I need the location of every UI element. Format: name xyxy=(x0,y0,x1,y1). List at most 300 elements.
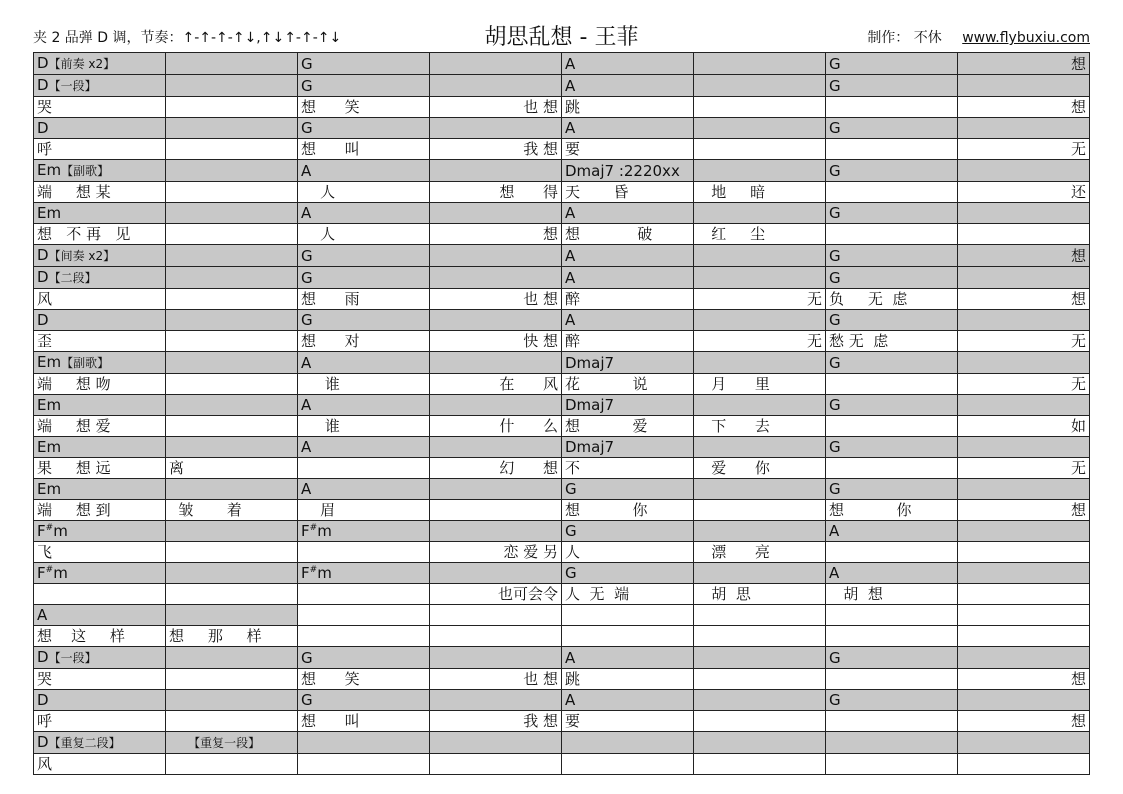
chord-cell: Dmaj7 xyxy=(562,352,694,374)
chord-row xyxy=(34,690,1090,711)
chord-cell xyxy=(694,118,826,139)
chord-cell: G xyxy=(826,437,958,458)
chord-cell xyxy=(694,203,826,224)
chord-cell: A xyxy=(562,118,694,139)
chord-cell: F#m xyxy=(34,563,166,584)
lyric-cell xyxy=(694,754,826,775)
lyric-cell xyxy=(826,711,958,732)
lyric-cell xyxy=(166,97,298,118)
chord-cell: G xyxy=(298,310,430,331)
lyric-cell: 风 xyxy=(34,754,166,775)
chord-cell: G xyxy=(826,310,958,331)
chord-cell xyxy=(958,118,1090,139)
lyric-cell xyxy=(298,584,430,605)
lyric-cell: 花 说 xyxy=(562,374,694,395)
lyric-cell: 在 风 xyxy=(430,374,562,395)
lyric-cell: 想 xyxy=(958,711,1090,732)
lyric-row xyxy=(34,754,1090,775)
chord-cell xyxy=(694,267,826,289)
lyric-cell: 人 xyxy=(298,182,430,203)
lyric-cell: 要 xyxy=(562,711,694,732)
lyric-cell: 风 xyxy=(34,289,166,310)
chord-cell: G xyxy=(298,647,430,669)
chord-cell xyxy=(430,118,562,139)
lyric-cell: 如 xyxy=(958,416,1090,437)
lyric-cell: 醉 xyxy=(562,331,694,352)
chord-cell: 想 xyxy=(958,53,1090,75)
chord-cell xyxy=(694,690,826,711)
lyric-row xyxy=(34,374,1090,395)
chord-row xyxy=(34,647,1090,669)
chord-cell: D xyxy=(34,118,166,139)
chord-cell: G xyxy=(298,690,430,711)
lyric-cell: 幻 想 xyxy=(430,458,562,479)
lyric-cell xyxy=(826,374,958,395)
chord-row xyxy=(34,521,1090,542)
chord-cell: G xyxy=(298,118,430,139)
chord-lyric-sheet xyxy=(33,52,1090,775)
lyric-cell: 不 xyxy=(562,458,694,479)
lyric-row xyxy=(34,182,1090,203)
lyric-cell: 也 想 xyxy=(430,97,562,118)
lyric-cell: 想 叫 xyxy=(298,711,430,732)
chord-cell: Em xyxy=(34,203,166,224)
chord-cell xyxy=(298,732,430,754)
lyric-cell: 想 破 xyxy=(562,224,694,245)
chord-cell xyxy=(958,521,1090,542)
lyric-cell: 端 想 爱 xyxy=(34,416,166,437)
chord-cell: G xyxy=(826,53,958,75)
chord-cell: G xyxy=(826,352,958,374)
chord-row xyxy=(34,118,1090,139)
chord-cell xyxy=(694,53,826,75)
chord-cell xyxy=(166,605,298,626)
lyric-cell: 哭 xyxy=(34,97,166,118)
chord-cell: G xyxy=(298,75,430,97)
lyric-cell xyxy=(166,711,298,732)
lyric-cell: 眉 xyxy=(298,500,430,521)
lyric-cell xyxy=(166,289,298,310)
chord-cell xyxy=(694,479,826,500)
lyric-row xyxy=(34,97,1090,118)
chord-row xyxy=(34,563,1090,584)
lyric-cell: 人 无 端 xyxy=(562,584,694,605)
chord-cell xyxy=(430,563,562,584)
lyric-cell xyxy=(826,97,958,118)
chord-cell: A xyxy=(826,521,958,542)
lyric-cell: 地 暗 xyxy=(694,182,826,203)
lyric-cell: 我 想 xyxy=(430,139,562,160)
lyric-cell: 谁 xyxy=(298,416,430,437)
chord-cell xyxy=(958,75,1090,97)
chord-cell: G xyxy=(826,118,958,139)
lyric-cell: 我 想 xyxy=(430,711,562,732)
lyric-cell: 无 xyxy=(958,458,1090,479)
chord-cell: G xyxy=(826,690,958,711)
chord-cell xyxy=(958,352,1090,374)
chord-cell xyxy=(694,437,826,458)
chord-cell xyxy=(166,267,298,289)
lyric-cell xyxy=(298,542,430,563)
lyric-cell: 负 无 虑 xyxy=(826,289,958,310)
chord-row xyxy=(34,160,1090,182)
chord-cell xyxy=(430,352,562,374)
chord-cell xyxy=(694,521,826,542)
lyric-cell: 想 你 xyxy=(826,500,958,521)
chord-cell xyxy=(958,647,1090,669)
chord-cell xyxy=(958,267,1090,289)
chord-cell xyxy=(430,521,562,542)
lyric-cell: 无 xyxy=(958,331,1090,352)
lyric-cell xyxy=(430,500,562,521)
chord-cell: D xyxy=(34,310,166,331)
lyric-cell: 愁 无 虑 xyxy=(826,331,958,352)
lyric-cell: 人 xyxy=(562,542,694,563)
chord-cell: D【二段】 xyxy=(34,267,166,289)
lyric-cell: 想 对 xyxy=(298,331,430,352)
lyric-cell: 无 xyxy=(958,139,1090,160)
lyric-cell: 醉 xyxy=(562,289,694,310)
lyric-cell xyxy=(826,139,958,160)
lyric-cell: 端 想 某 xyxy=(34,182,166,203)
chord-cell xyxy=(958,310,1090,331)
lyric-cell: 想 不 再 见 xyxy=(34,224,166,245)
chord-cell xyxy=(430,732,562,754)
lyric-cell: 端 想 到 xyxy=(34,500,166,521)
chord-row xyxy=(34,437,1090,458)
chord-cell: A xyxy=(298,479,430,500)
chord-cell: D【间奏 x2】 xyxy=(34,245,166,267)
chord-cell xyxy=(166,245,298,267)
chord-cell xyxy=(826,732,958,754)
lyric-cell xyxy=(958,584,1090,605)
chord-cell xyxy=(694,160,826,182)
lyric-cell: 想 那 样 xyxy=(166,626,298,647)
chord-cell xyxy=(826,605,958,626)
chord-cell: A xyxy=(298,437,430,458)
lyric-cell: 想 笑 xyxy=(298,669,430,690)
chord-cell xyxy=(958,690,1090,711)
chord-cell xyxy=(562,732,694,754)
chord-cell xyxy=(166,647,298,669)
chord-cell xyxy=(430,479,562,500)
chord-cell: D【一段】 xyxy=(34,75,166,97)
chord-cell xyxy=(958,479,1090,500)
lyric-cell xyxy=(430,754,562,775)
chord-cell xyxy=(430,605,562,626)
lyric-cell xyxy=(298,754,430,775)
lyric-cell: 想 得 xyxy=(430,182,562,203)
chord-cell: G xyxy=(826,75,958,97)
chord-cell xyxy=(694,245,826,267)
lyric-cell: 想 叫 xyxy=(298,139,430,160)
lyric-cell: 想 爱 xyxy=(562,416,694,437)
chord-cell: A xyxy=(562,267,694,289)
chord-cell: G xyxy=(562,563,694,584)
credit-block xyxy=(867,27,1090,47)
chord-cell xyxy=(430,395,562,416)
lyric-cell: 月 里 xyxy=(694,374,826,395)
chord-cell xyxy=(166,395,298,416)
lyric-cell xyxy=(166,669,298,690)
chord-cell: D xyxy=(34,690,166,711)
chord-cell xyxy=(430,647,562,669)
lyric-cell: 什 么 xyxy=(430,416,562,437)
chord-cell: A xyxy=(562,647,694,669)
lyric-cell xyxy=(430,626,562,647)
chord-cell xyxy=(166,53,298,75)
chord-row xyxy=(34,479,1090,500)
lyric-cell: 呼 xyxy=(34,139,166,160)
chord-cell: A xyxy=(562,690,694,711)
lyric-cell: 也 想 xyxy=(430,669,562,690)
lyric-cell: 下 去 xyxy=(694,416,826,437)
lyric-cell: 想 xyxy=(958,289,1090,310)
lyric-cell: 想 你 xyxy=(562,500,694,521)
lyric-cell xyxy=(694,97,826,118)
chord-cell xyxy=(694,647,826,669)
lyric-cell xyxy=(826,542,958,563)
chord-cell: D【前奏 x2】 xyxy=(34,53,166,75)
lyric-cell: 跳 xyxy=(562,97,694,118)
chord-cell xyxy=(298,605,430,626)
chord-cell: G xyxy=(562,479,694,500)
chord-cell: A xyxy=(562,203,694,224)
chord-cell: A xyxy=(298,395,430,416)
lyric-cell: 无 xyxy=(958,374,1090,395)
lyric-row xyxy=(34,669,1090,690)
chord-cell: F#m xyxy=(34,521,166,542)
lyric-cell: 想 这 样 xyxy=(34,626,166,647)
lyric-cell xyxy=(826,626,958,647)
chord-cell xyxy=(430,245,562,267)
lyric-cell xyxy=(562,754,694,775)
lyric-cell: 人 xyxy=(298,224,430,245)
lyric-row xyxy=(34,331,1090,352)
chord-row xyxy=(34,395,1090,416)
lyric-cell: 要 xyxy=(562,139,694,160)
chord-cell xyxy=(166,118,298,139)
lyric-cell: 歪 xyxy=(34,331,166,352)
chord-cell xyxy=(166,75,298,97)
chord-cell xyxy=(958,732,1090,754)
chord-cell: G xyxy=(826,479,958,500)
chord-cell: F#m xyxy=(298,563,430,584)
lyric-cell: 呼 xyxy=(34,711,166,732)
lyric-cell xyxy=(166,754,298,775)
chord-cell: G xyxy=(298,267,430,289)
chord-cell xyxy=(430,690,562,711)
chord-cell: A xyxy=(298,160,430,182)
lyric-cell: 想 笑 xyxy=(298,97,430,118)
chord-cell xyxy=(694,310,826,331)
chord-row xyxy=(34,267,1090,289)
lyric-cell: 快 想 xyxy=(430,331,562,352)
chord-cell xyxy=(562,605,694,626)
lyric-cell xyxy=(694,669,826,690)
chord-cell: A xyxy=(34,605,166,626)
chord-cell: Em xyxy=(34,437,166,458)
chord-cell: A xyxy=(562,245,694,267)
chord-row xyxy=(34,53,1090,75)
lyric-cell xyxy=(694,711,826,732)
chord-cell xyxy=(430,160,562,182)
chord-cell: Dmaj7 :2220xx xyxy=(562,160,694,182)
lyric-cell: 离 xyxy=(166,458,298,479)
capo-rhythm-note: 夹 2 品弹 D 调，节奏：↑-↑-↑-↑↓,↑↓↑-↑-↑↓ xyxy=(33,30,342,46)
chord-cell xyxy=(166,160,298,182)
lyric-cell xyxy=(826,458,958,479)
chord-cell: A xyxy=(298,203,430,224)
chord-row xyxy=(34,352,1090,374)
lyric-cell: 恋 爱 另 xyxy=(430,542,562,563)
lyric-cell xyxy=(826,754,958,775)
lyric-cell: 跳 xyxy=(562,669,694,690)
chord-cell xyxy=(430,203,562,224)
lyric-row xyxy=(34,416,1090,437)
lyric-row xyxy=(34,711,1090,732)
lyric-cell xyxy=(694,626,826,647)
chord-cell xyxy=(166,310,298,331)
chord-cell: G xyxy=(826,203,958,224)
chord-cell: A xyxy=(562,53,694,75)
chord-cell: D【重复二段】 xyxy=(34,732,166,754)
chord-cell xyxy=(166,203,298,224)
chord-cell: 【重复一段】 xyxy=(166,732,298,754)
chord-cell: F#m xyxy=(298,521,430,542)
lyric-cell: 想 xyxy=(958,500,1090,521)
lyric-row xyxy=(34,139,1090,160)
lyric-row xyxy=(34,626,1090,647)
chord-cell: G xyxy=(826,245,958,267)
chord-cell: G xyxy=(826,267,958,289)
chord-cell: D【一段】 xyxy=(34,647,166,669)
lyric-cell: 也 想 xyxy=(430,289,562,310)
lyric-cell xyxy=(826,224,958,245)
lyric-cell: 漂 亮 xyxy=(694,542,826,563)
chord-cell: A xyxy=(562,75,694,97)
chord-cell: Dmaj7 xyxy=(562,395,694,416)
lyric-cell: 还 xyxy=(958,182,1090,203)
chord-cell xyxy=(694,395,826,416)
lyric-cell xyxy=(166,224,298,245)
lyric-cell: 无 xyxy=(694,331,826,352)
chord-cell: Em xyxy=(34,479,166,500)
song-title: 胡思乱想 - 王菲 xyxy=(484,25,639,50)
chord-cell: 想 xyxy=(958,245,1090,267)
chord-cell xyxy=(430,53,562,75)
chord-cell: G xyxy=(562,521,694,542)
lyric-cell: 端 想 吻 xyxy=(34,374,166,395)
author-credit: 制作： 不休 xyxy=(867,30,942,46)
lyric-cell: 谁 xyxy=(298,374,430,395)
chord-cell xyxy=(166,352,298,374)
chord-cell: Em xyxy=(34,395,166,416)
chord-row xyxy=(34,732,1090,754)
chord-cell xyxy=(958,160,1090,182)
chord-cell xyxy=(694,75,826,97)
lyric-row xyxy=(34,289,1090,310)
chord-cell: G xyxy=(826,647,958,669)
chord-cell xyxy=(430,75,562,97)
lyric-row xyxy=(34,542,1090,563)
lyric-cell: 想 雨 xyxy=(298,289,430,310)
lyric-cell: 果 想 远 xyxy=(34,458,166,479)
chord-cell: G xyxy=(826,395,958,416)
chord-cell: G xyxy=(298,53,430,75)
lyric-cell: 想 xyxy=(958,669,1090,690)
chord-cell xyxy=(694,605,826,626)
chord-row xyxy=(34,75,1090,97)
chord-cell: Dmaj7 xyxy=(562,437,694,458)
sheet-header xyxy=(33,18,1090,52)
chord-row xyxy=(34,310,1090,331)
lyric-cell: 也可会令 xyxy=(430,584,562,605)
lyric-row xyxy=(34,584,1090,605)
lyric-cell: 皱 着 xyxy=(166,500,298,521)
lyric-cell: 哭 xyxy=(34,669,166,690)
chord-cell xyxy=(958,605,1090,626)
lyric-cell: 红 尘 xyxy=(694,224,826,245)
lyric-cell: 天 昏 xyxy=(562,182,694,203)
lyric-cell xyxy=(166,139,298,160)
website-link[interactable]: www.flybuxiu.com xyxy=(962,30,1090,46)
chord-row xyxy=(34,605,1090,626)
chord-cell xyxy=(166,563,298,584)
chord-cell xyxy=(694,732,826,754)
chord-cell xyxy=(694,563,826,584)
lyric-cell xyxy=(826,416,958,437)
chord-cell xyxy=(958,395,1090,416)
lyric-cell xyxy=(298,458,430,479)
lyric-cell: 飞 xyxy=(34,542,166,563)
chord-cell: A xyxy=(298,352,430,374)
lyric-cell xyxy=(958,626,1090,647)
lyric-cell xyxy=(958,542,1090,563)
lyric-cell xyxy=(562,626,694,647)
lyric-cell: 胡 思 xyxy=(694,584,826,605)
lyric-cell xyxy=(694,500,826,521)
chord-cell: Em【副歌】 xyxy=(34,352,166,374)
lyric-cell: 胡 想 xyxy=(826,584,958,605)
lyric-cell xyxy=(694,139,826,160)
lyric-cell xyxy=(166,584,298,605)
chord-cell xyxy=(694,352,826,374)
lyric-cell xyxy=(166,374,298,395)
chord-cell xyxy=(166,690,298,711)
chord-cell xyxy=(958,563,1090,584)
lyric-cell xyxy=(166,331,298,352)
lyric-cell xyxy=(166,542,298,563)
chord-row xyxy=(34,203,1090,224)
chord-cell xyxy=(958,203,1090,224)
lyric-cell xyxy=(826,182,958,203)
lyric-row xyxy=(34,224,1090,245)
chord-cell xyxy=(430,310,562,331)
chord-cell: A xyxy=(826,563,958,584)
chord-cell xyxy=(166,437,298,458)
lyric-cell xyxy=(34,584,166,605)
lyric-cell xyxy=(958,224,1090,245)
chord-cell xyxy=(166,521,298,542)
lyric-cell xyxy=(166,416,298,437)
chord-cell: Em【副歌】 xyxy=(34,160,166,182)
lyric-cell: 想 xyxy=(430,224,562,245)
lyric-cell xyxy=(298,626,430,647)
chord-cell xyxy=(430,267,562,289)
lyric-cell: 无 xyxy=(694,289,826,310)
chord-row xyxy=(34,245,1090,267)
